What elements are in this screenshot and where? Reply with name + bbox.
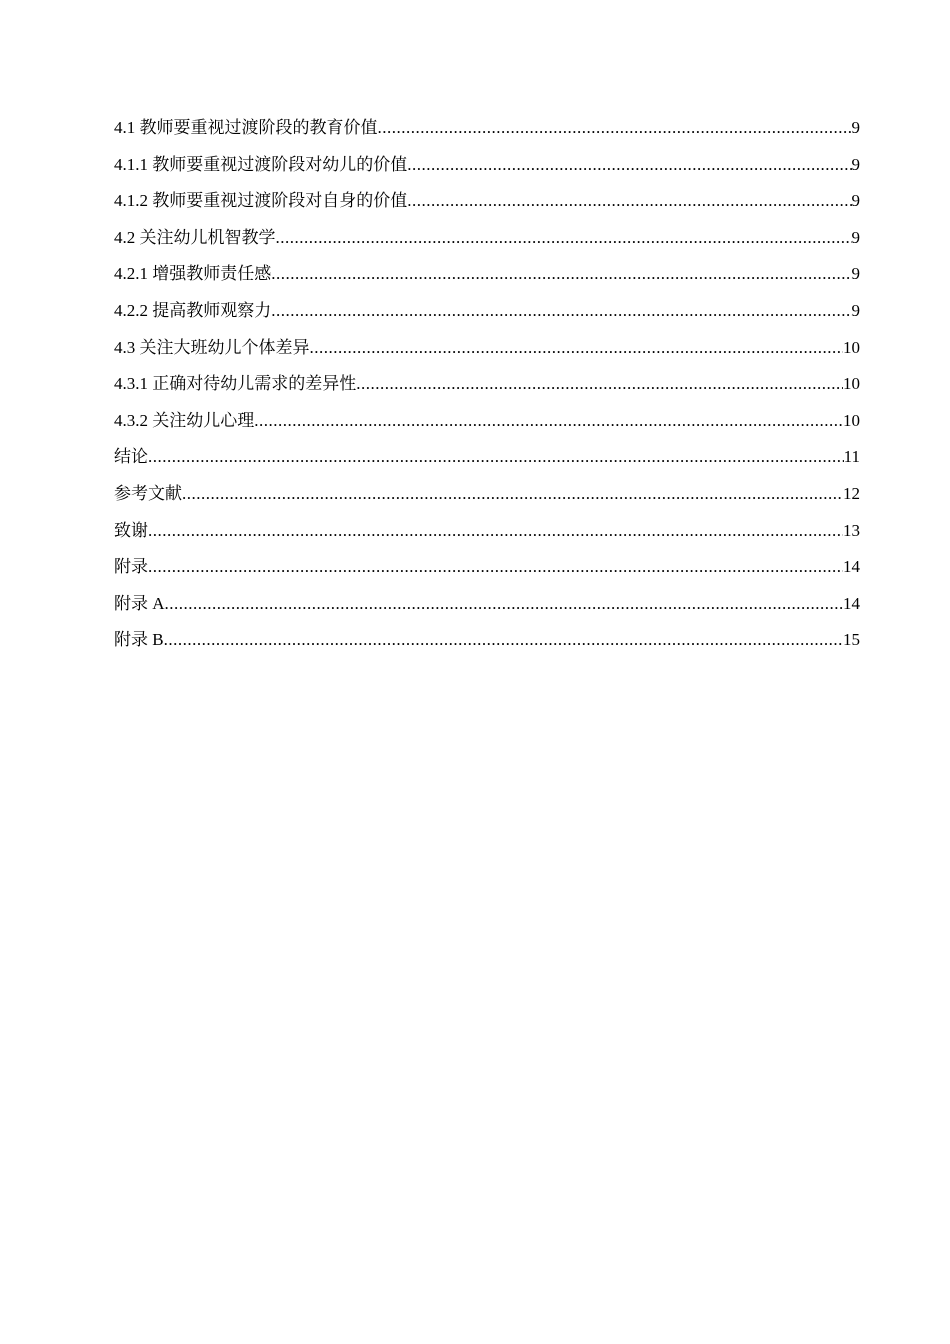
toc-entry[interactable] <box>114 110 860 147</box>
toc-entry[interactable] <box>114 439 860 476</box>
toc-entry-title: 附录 <box>114 557 148 577</box>
toc-dot-leader <box>148 549 843 586</box>
toc-entry-page: 9 <box>851 300 860 320</box>
toc-dot-leader <box>148 513 843 550</box>
toc-dot-leader <box>165 586 843 623</box>
toc-dot-leader <box>378 110 852 147</box>
toc-entry-page: 10 <box>843 337 860 357</box>
table-of-contents <box>114 110 860 659</box>
toc-entry[interactable] <box>114 183 860 220</box>
toc-entry-page: 10 <box>843 410 860 430</box>
toc-entry-page: 14 <box>843 593 860 613</box>
toc-entry[interactable] <box>114 256 860 293</box>
toc-entry-title: 4.3 关注大班幼儿个体差异 <box>114 337 310 357</box>
toc-entry-title: 4.2.1 增强教师责任感 <box>114 264 272 284</box>
toc-dot-leader <box>271 293 851 330</box>
toc-entry-page: 11 <box>843 447 860 467</box>
toc-entry-title: 附录 A <box>114 593 165 613</box>
toc-entry-page: 9 <box>851 154 860 174</box>
toc-entry-title: 4.2.2 提高教师观察力 <box>114 300 272 320</box>
toc-entry-page: 14 <box>843 557 860 577</box>
toc-dot-leader <box>356 366 843 403</box>
toc-entry-title: 结论 <box>114 447 148 467</box>
toc-entry[interactable] <box>114 330 860 367</box>
toc-entry[interactable] <box>114 476 860 513</box>
toc-entry-title: 4.1 教师要重视过渡阶段的教育价值 <box>114 118 378 137</box>
toc-dot-leader <box>182 476 843 513</box>
toc-entry-page: 9 <box>851 227 860 247</box>
toc-entry-title: 4.1.2 教师要重视过渡阶段对自身的价值 <box>114 191 408 211</box>
toc-entry[interactable] <box>114 366 860 403</box>
toc-dot-leader <box>310 330 844 367</box>
toc-entry[interactable] <box>114 622 860 659</box>
toc-entry-title: 参考文献 <box>114 483 182 503</box>
toc-entry-page: 9 <box>851 264 860 284</box>
toc-entry[interactable] <box>114 293 860 330</box>
toc-dot-leader <box>148 439 844 476</box>
toc-entry-title: 4.2 关注幼儿机智教学 <box>114 227 276 247</box>
toc-entry-title: 4.3.1 正确对待幼儿需求的差异性 <box>114 374 357 394</box>
toc-entry[interactable] <box>114 147 860 184</box>
toc-entry-page: 10 <box>843 374 860 394</box>
toc-entry-page: 9 <box>851 191 860 211</box>
toc-entry-page: 15 <box>843 630 860 650</box>
toc-entry-title: 附录 B <box>114 630 164 650</box>
toc-entry-title: 致谢 <box>114 520 148 540</box>
toc-entry-page: 13 <box>843 520 860 540</box>
toc-entry[interactable] <box>114 220 860 257</box>
toc-dot-leader <box>254 403 843 440</box>
toc-entry[interactable] <box>114 549 860 586</box>
toc-dot-leader <box>407 147 851 184</box>
toc-entry[interactable] <box>114 513 860 550</box>
toc-entry-page: 9 <box>851 118 860 137</box>
toc-entry-title: 4.1.1 教师要重视过渡阶段对幼儿的价值 <box>114 154 408 174</box>
toc-entry[interactable] <box>114 403 860 440</box>
toc-dot-leader <box>164 622 843 659</box>
toc-entry[interactable] <box>114 586 860 623</box>
toc-dot-leader <box>276 220 852 257</box>
toc-dot-leader <box>271 256 851 293</box>
toc-entry-page: 12 <box>843 483 860 503</box>
toc-entry-title: 4.3.2 关注幼儿心理 <box>114 410 255 430</box>
toc-dot-leader <box>407 183 851 220</box>
